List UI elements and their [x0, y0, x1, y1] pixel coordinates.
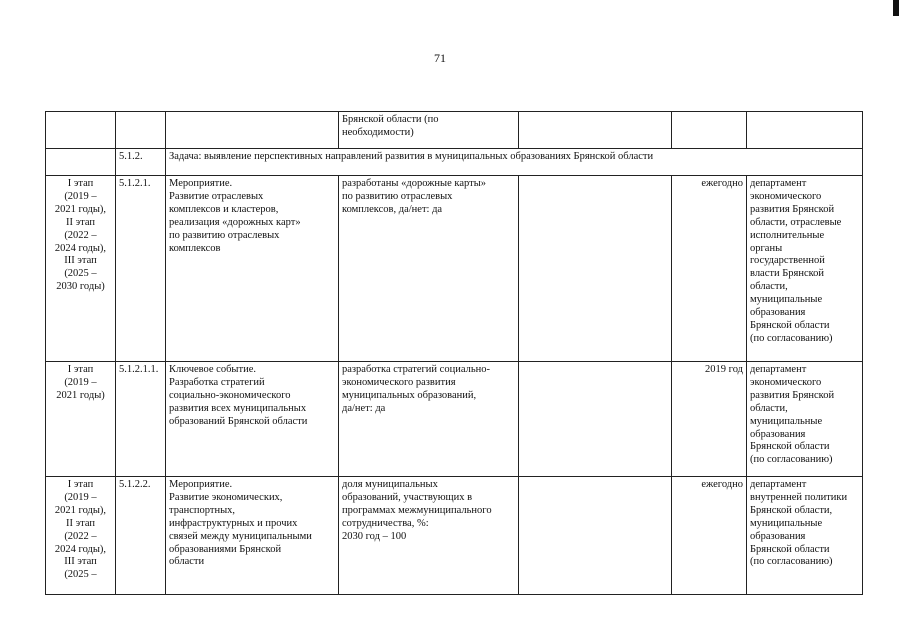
stage-cell: I этап (2019 – 2021 годы), II этап (2022 – 2024 годы), III этап (2025 – [46, 477, 116, 595]
code-cell: 5.1.2.1. [116, 176, 166, 362]
plan-table [45, 111, 863, 595]
event-cell: Мероприятие. Развитие экономических, транспортных, инфраструктурных и прочих связей между муниципальными образованиями Брянской области [166, 477, 339, 595]
page-edge-mark [893, 0, 899, 16]
table-row [46, 477, 863, 595]
event-cell: Мероприятие. Развитие отраслевых комплексов и кластеров, реализация «дорожных карт» по развитию отраслевых комплексов [166, 176, 339, 362]
event-cell [166, 112, 339, 149]
term-cell: ежегодно [672, 176, 747, 362]
term-cell: 2019 год [672, 362, 747, 477]
term-cell: ежегодно [672, 477, 747, 595]
stage-cell [46, 149, 116, 176]
table-row [46, 362, 863, 477]
indicator-cell: Брянской области (по необходимости) [339, 112, 519, 149]
indicator-cell: разработаны «дорожные карты» по развитию отраслевых комплексов, да/нет: да [339, 176, 519, 362]
event-cell: Ключевое событие. Разработка стратегий социально-экономического развития всех муниципальных образований Брянской области [166, 362, 339, 477]
indicator-cell: разработка стратегий социально- экономического развития муниципальных образований, да/нет: да [339, 362, 519, 477]
responsible-cell: департамент внутренней политики Брянской области, муниципальные образования Брянской области (по согласованию) [747, 477, 863, 595]
responsible-cell: департамент экономического развития Брянской области, муниципальные образования Брянской области (по согласованию) [747, 362, 863, 477]
task-text: Задача: выявление перспективных направлений развития в муниципальных образованиях Брянской области [166, 149, 863, 176]
value-cell [519, 362, 672, 477]
value-cell [519, 477, 672, 595]
value-cell [519, 112, 672, 149]
code-cell: 5.1.2.2. [116, 477, 166, 595]
stage-cell: I этап (2019 – 2021 годы) [46, 362, 116, 477]
code-cell [116, 112, 166, 149]
task-code: 5.1.2. [116, 149, 166, 176]
responsible-cell [747, 112, 863, 149]
continuation-row [46, 112, 863, 149]
stage-cell: I этап (2019 – 2021 годы), II этап (2022 – 2024 годы), III этап (2025 – 2030 годы) [46, 176, 116, 362]
responsible-cell: департамент экономического развития Брянской области, отраслевые исполнительные органы государственной власти Брянской области, муниципальные образования Брянской области (по согласованию) [747, 176, 863, 362]
stage-cell [46, 112, 116, 149]
code-cell: 5.1.2.1.1. [116, 362, 166, 477]
value-cell [519, 176, 672, 362]
term-cell [672, 112, 747, 149]
indicator-cell: доля муниципальных образований, участвующих в программах межмуниципального сотрудничества, %: 2030 год – 100 [339, 477, 519, 595]
table-row [46, 176, 863, 362]
page-number: 71 [434, 51, 446, 65]
task-row [46, 149, 863, 176]
